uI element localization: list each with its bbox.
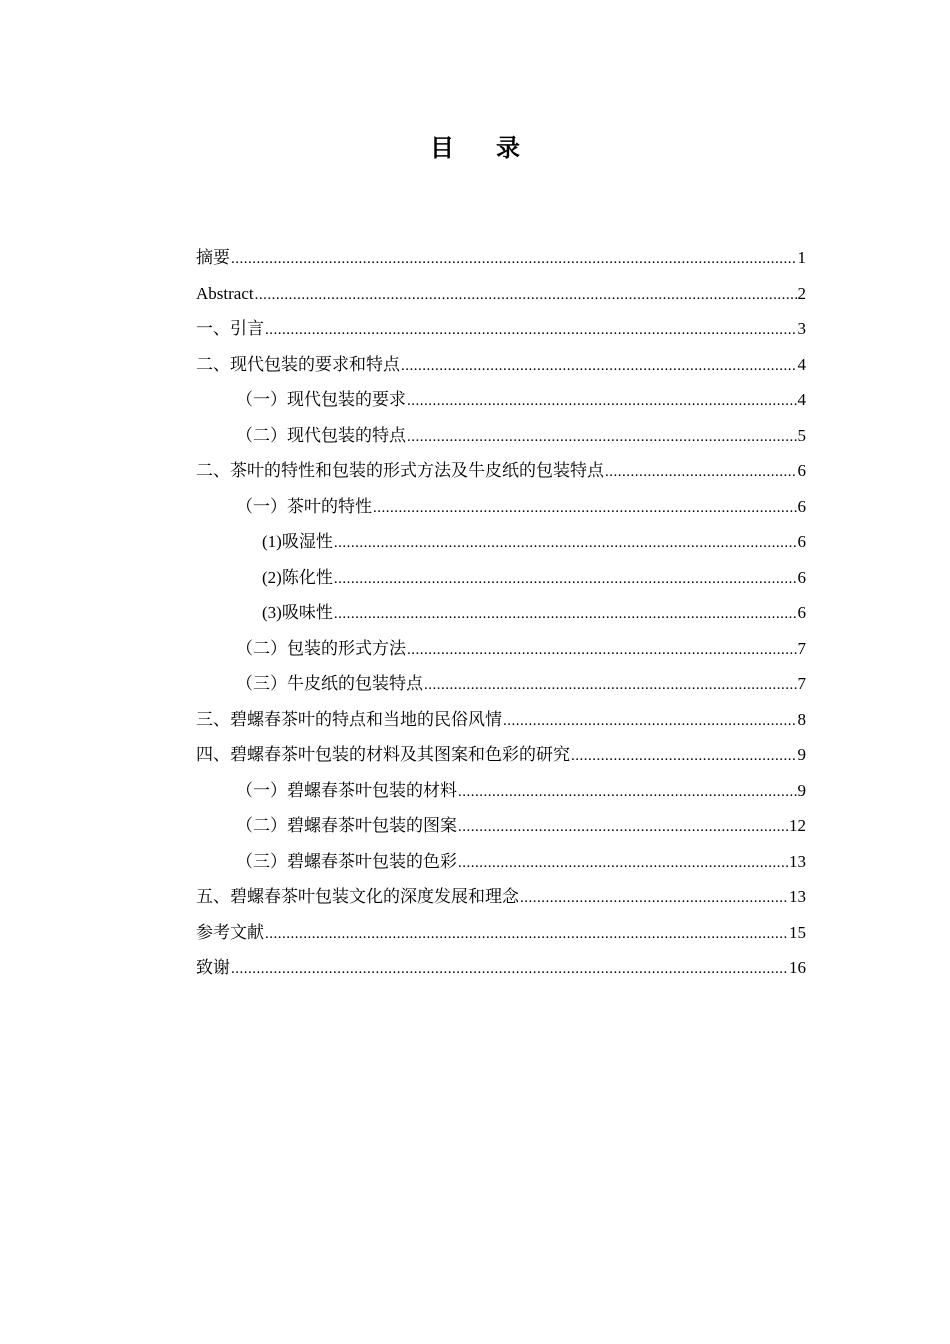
dot-leader <box>520 881 788 917</box>
toc-page-number: 6 <box>797 567 806 587</box>
toc-page-number: 6 <box>797 603 806 622</box>
toc-entry-label: （一）现代包装的要求 <box>236 390 406 409</box>
toc-page-number: 12 <box>789 816 806 835</box>
dot-leader <box>373 491 797 527</box>
toc-entry[interactable] <box>196 666 806 702</box>
toc-page-number: 7 <box>797 638 806 658</box>
toc-entry-label: (2)陈化性 <box>262 567 333 587</box>
dot-leader <box>407 420 797 456</box>
toc-page-number: 13 <box>789 851 806 871</box>
toc-entry[interactable] <box>196 347 806 383</box>
toc-entry-label: 摘要 <box>196 248 230 267</box>
toc-page-number: 4 <box>797 354 806 374</box>
toc-entry-label: （二）包装的形式方法 <box>236 638 406 658</box>
toc-entry[interactable] <box>196 808 806 844</box>
dot-leader <box>458 846 788 882</box>
toc-entry-label: 二、茶叶的特性和包装的形式方法及牛皮纸的包装特点 <box>196 461 604 480</box>
toc-page-number: 2 <box>797 283 806 303</box>
toc-page-number: 6 <box>797 496 806 516</box>
toc-page-number: 3 <box>797 319 806 338</box>
toc-entry[interactable] <box>196 240 806 276</box>
toc-entry-label: 四、碧螺春茶叶包装的材料及其图案和色彩的研究 <box>196 745 570 764</box>
toc-entry[interactable] <box>196 844 806 880</box>
dot-leader <box>401 349 797 385</box>
page-title: 目录 <box>430 134 562 162</box>
toc-page-number: 5 <box>797 425 806 445</box>
toc-entry-label: 二、现代包装的要求和特点 <box>196 354 400 374</box>
toc-page-number: 15 <box>789 922 806 942</box>
toc-entry[interactable] <box>196 453 806 489</box>
toc-entry[interactable] <box>196 915 806 951</box>
dot-leader <box>255 278 797 314</box>
toc-page-number: 16 <box>789 958 806 977</box>
dot-leader <box>571 739 797 775</box>
toc-entry[interactable] <box>196 631 806 667</box>
toc-page-number: 4 <box>797 390 806 409</box>
dot-leader <box>407 384 797 420</box>
toc-entry[interactable] <box>196 560 806 596</box>
toc-page-number: 7 <box>797 674 806 693</box>
toc-entry-label: 五、碧螺春茶叶包装文化的深度发展和理念 <box>196 887 519 906</box>
dot-leader <box>334 597 797 633</box>
dot-leader <box>424 668 797 704</box>
toc-entry[interactable] <box>196 418 806 454</box>
toc-entry-label: (3)吸味性 <box>262 603 333 622</box>
dot-leader <box>231 952 788 988</box>
toc-entry-label: （一）碧螺春茶叶包装的材料 <box>236 780 457 800</box>
toc-entry[interactable] <box>196 773 806 809</box>
dot-leader <box>265 313 797 349</box>
toc-entry[interactable] <box>196 524 806 560</box>
toc-entry[interactable] <box>196 950 806 986</box>
toc-page-number: 9 <box>797 745 806 764</box>
table-of-contents <box>196 240 806 986</box>
dot-leader <box>334 526 797 562</box>
toc-page-number: 9 <box>797 780 806 800</box>
toc-entry-label: （三）碧螺春茶叶包装的色彩 <box>236 851 457 871</box>
dot-leader <box>334 562 797 598</box>
dot-leader <box>605 455 797 491</box>
toc-entry-label: （三）牛皮纸的包装特点 <box>236 674 423 693</box>
toc-page-number: 13 <box>789 887 806 906</box>
toc-entry[interactable] <box>196 879 806 915</box>
toc-page-number: 1 <box>797 248 806 267</box>
dot-leader <box>231 242 797 278</box>
toc-page-number: 8 <box>797 709 806 729</box>
dot-leader <box>407 633 797 669</box>
toc-entry-label: Abstract <box>196 283 254 303</box>
toc-entry[interactable] <box>196 276 806 312</box>
toc-entry[interactable] <box>196 702 806 738</box>
toc-entry-label: （一）茶叶的特性 <box>236 496 372 516</box>
dot-leader <box>458 775 797 811</box>
toc-entry-label: (1)吸湿性 <box>262 532 333 551</box>
toc-entry[interactable] <box>196 737 806 773</box>
toc-entry[interactable] <box>196 595 806 631</box>
toc-entry[interactable] <box>196 311 806 347</box>
dot-leader <box>265 917 788 953</box>
toc-entry-label: 三、碧螺春茶叶的特点和当地的民俗风情 <box>196 709 502 729</box>
toc-entry-label: （二）碧螺春茶叶包装的图案 <box>236 816 457 835</box>
toc-entry[interactable] <box>196 489 806 525</box>
toc-page-number: 6 <box>797 532 806 551</box>
toc-entry-label: （二）现代包装的特点 <box>236 425 406 445</box>
toc-entry-label: 参考文献 <box>196 922 264 942</box>
dot-leader <box>458 810 788 846</box>
toc-page-number: 6 <box>797 461 806 480</box>
toc-entry-label: 一、引言 <box>196 319 264 338</box>
dot-leader <box>503 704 797 740</box>
toc-entry[interactable] <box>196 382 806 418</box>
toc-entry-label: 致谢 <box>196 958 230 977</box>
